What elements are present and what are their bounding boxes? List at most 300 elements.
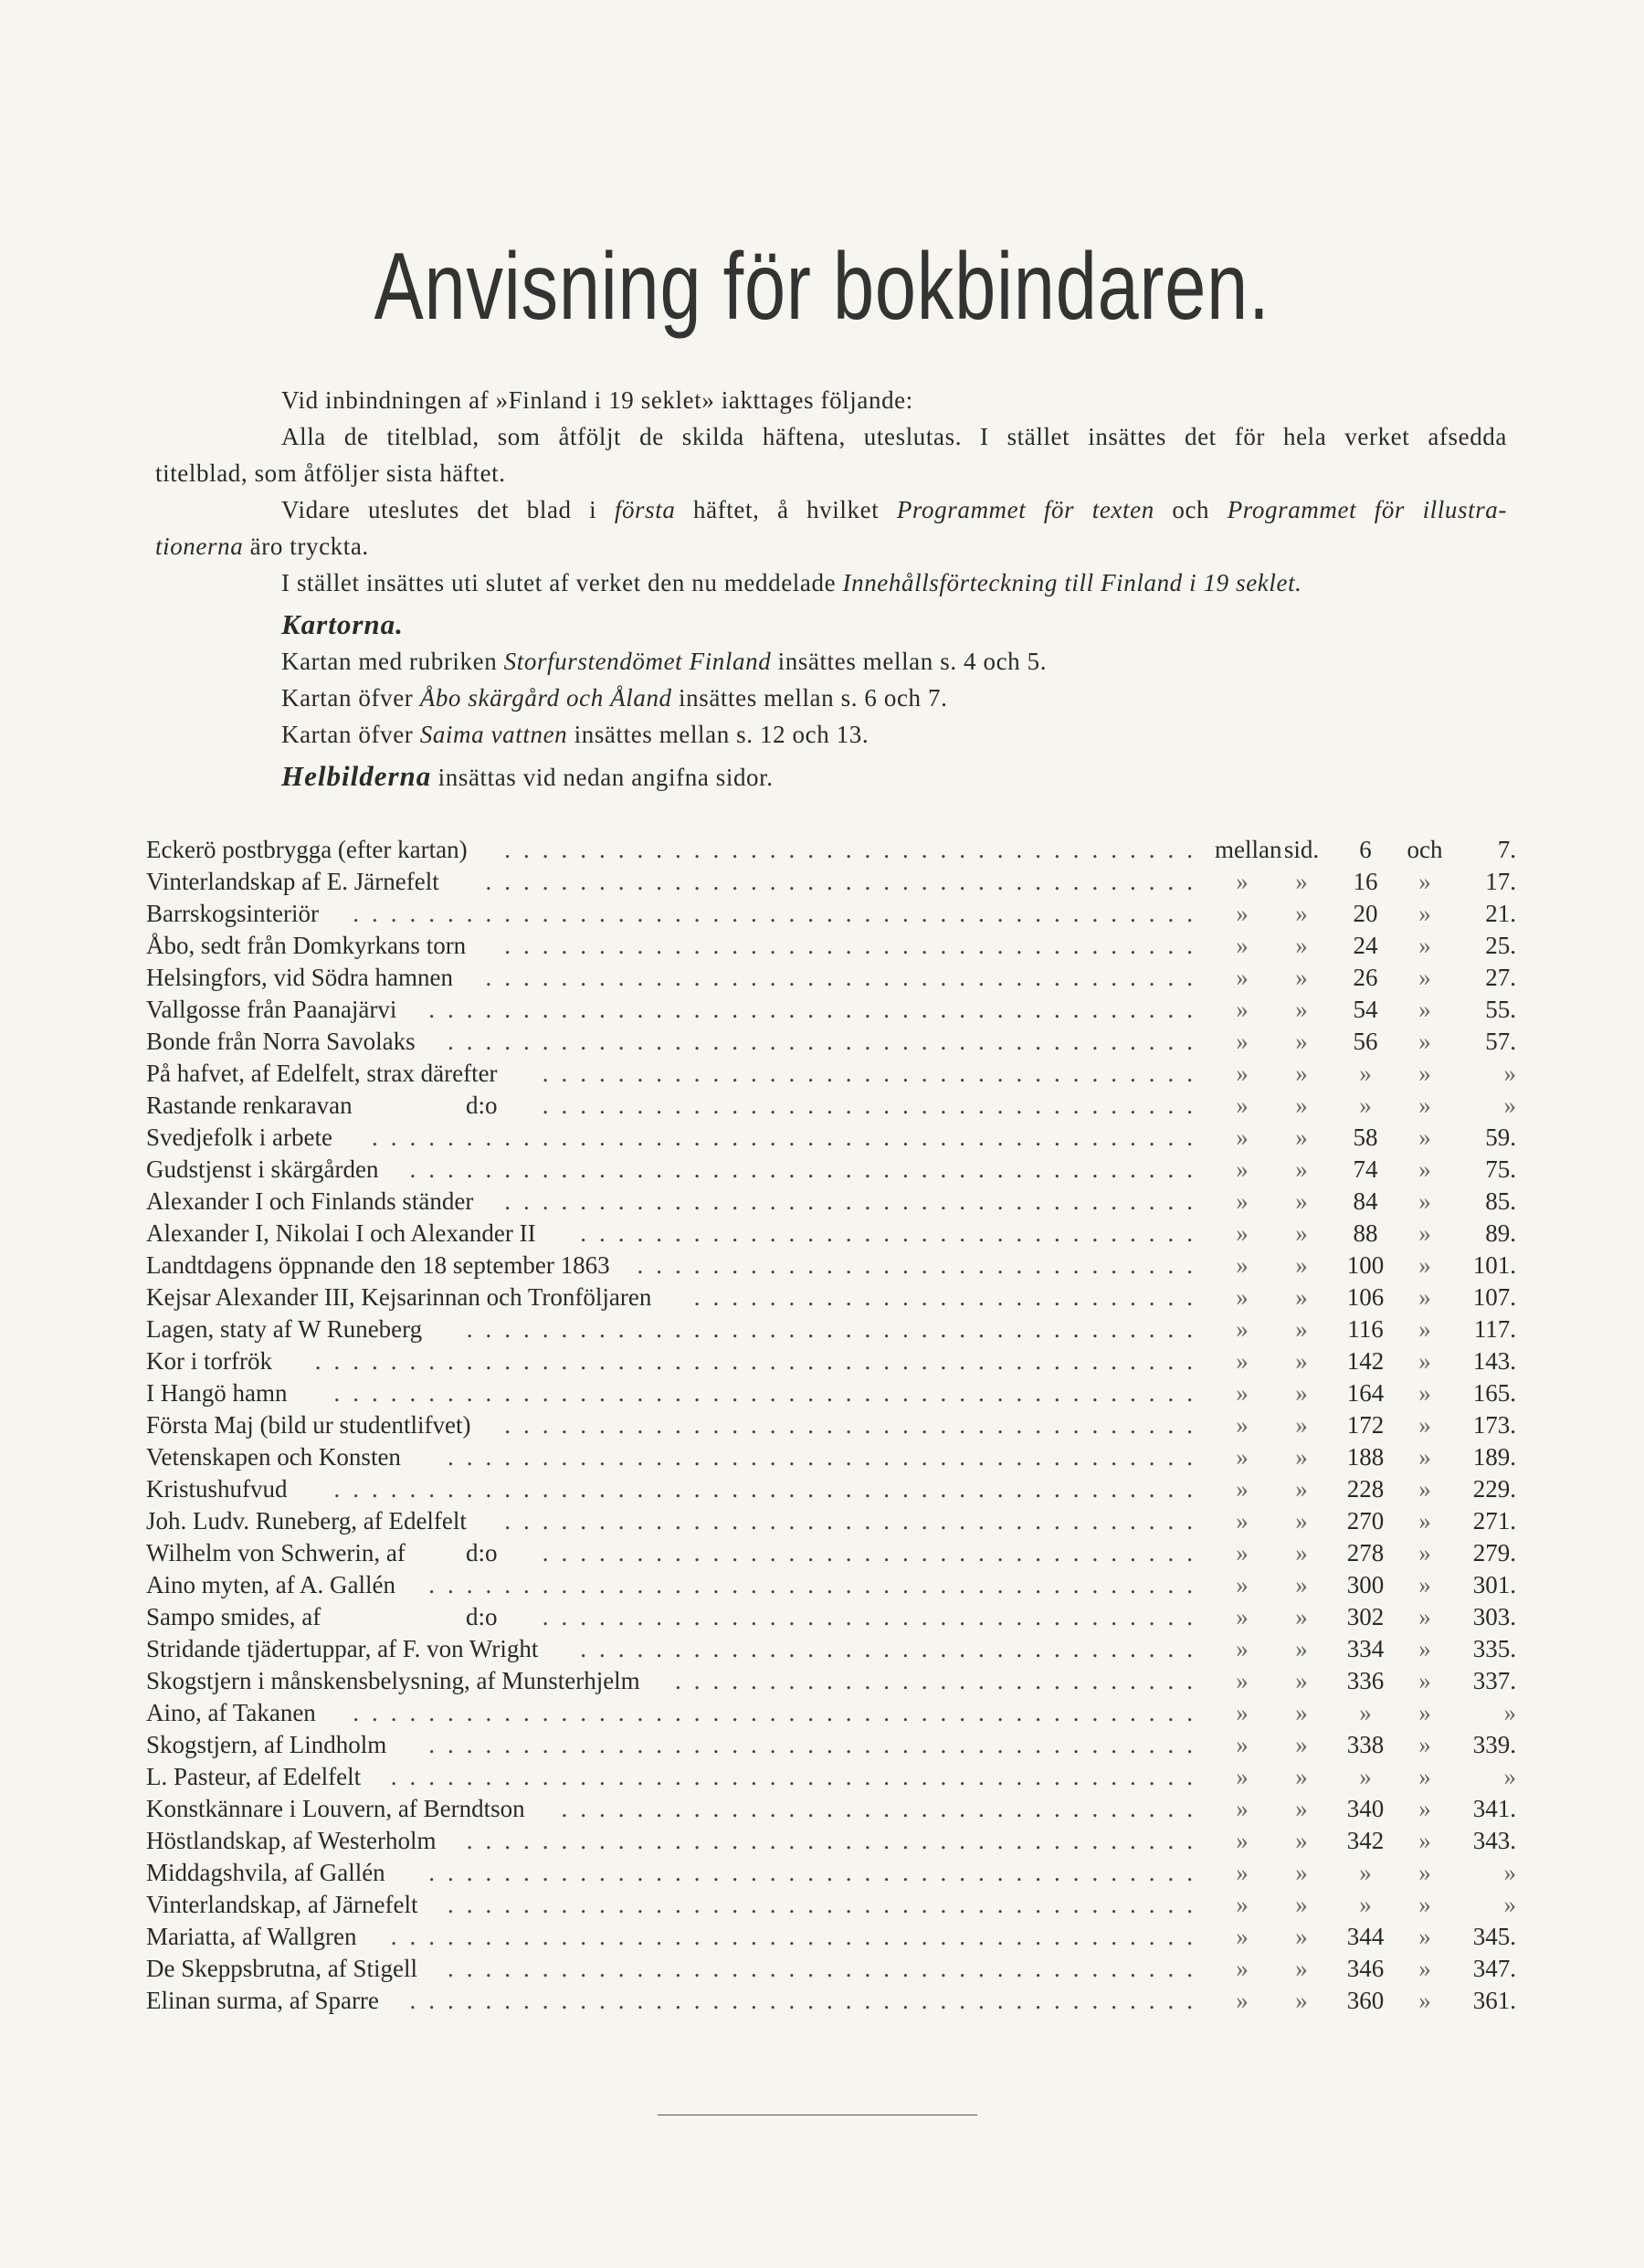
text-fragment: häftet, å hvilket <box>675 496 897 523</box>
list-item <box>146 1633 1516 1665</box>
leader-dots: ......................................... <box>428 1571 1206 1598</box>
list-item <box>146 1218 1516 1250</box>
leader-dots: ........................................... <box>390 1923 1206 1950</box>
plate-page-from: 58 <box>1353 1123 1378 1151</box>
leader-dots: ......................................... <box>428 1859 1206 1886</box>
plate-page-from: 338 <box>1346 1731 1385 1758</box>
text-fragment: Innehållsförteckning till Finland i 19 seklet. <box>842 569 1302 596</box>
plate-label: I Hangö hamn <box>146 1379 288 1407</box>
plate-page-from: 334 <box>1346 1635 1385 1662</box>
leader-dots: ....................................... <box>466 1315 1206 1343</box>
plate-col-4: » <box>1418 868 1431 895</box>
plate-page-from: 164 <box>1346 1379 1385 1407</box>
plate-col-1: » <box>1236 1635 1249 1662</box>
leader-dots: ................................. <box>580 1219 1206 1247</box>
list-item <box>146 1058 1516 1090</box>
helbilderna-line <box>155 758 1507 796</box>
plate-col-1: » <box>1236 1859 1249 1886</box>
text-fragment: insättes mellan s. 12 och 13. <box>567 721 869 748</box>
plate-col-2: » <box>1295 1859 1308 1886</box>
intro-paragraph-2: Alla de titelblad, som åtföljt de skilda häftena, uteslutas. I stället insättes det för hela verket afsedda <box>281 423 1507 450</box>
plate-col-2: » <box>1295 868 1308 895</box>
plate-col-4: » <box>1418 1379 1431 1407</box>
plate-page-to: » <box>1503 1699 1516 1726</box>
plate-label: Höstlandskap, af Westerholm <box>146 1827 437 1854</box>
plate-col-2: » <box>1295 1028 1308 1055</box>
plate-label: Joh. Ludv. Runeberg, af Edelfelt <box>146 1507 467 1535</box>
kartorna-line-2 <box>155 680 1507 716</box>
plate-page-from: 142 <box>1346 1347 1385 1375</box>
plate-page-to: 343. <box>1472 1827 1516 1854</box>
plate-col-2: » <box>1295 1315 1308 1343</box>
plate-col-2: » <box>1295 1731 1308 1758</box>
plate-page-from: 360 <box>1346 1987 1385 2014</box>
plate-label: Skogstjern, af Lindholm <box>146 1731 387 1758</box>
plate-label: Vetenskapen och Konsten <box>146 1443 401 1471</box>
plate-label: På hafvet, af Edelfelt, strax därefter <box>146 1060 498 1087</box>
plate-page-from: » <box>1359 1699 1372 1726</box>
intro-paragraph-1: Vid inbindningen af »Finland i 19 seklet» iakttages följande: <box>281 386 913 414</box>
leader-dots: ........................................ <box>448 1443 1206 1471</box>
leader-dots: .......................................... <box>409 1987 1206 2014</box>
plate-col-2: » <box>1295 964 1308 991</box>
plate-col-4: » <box>1418 1827 1431 1854</box>
plate-col-1: » <box>1236 1923 1249 1950</box>
plate-col-1: » <box>1236 1827 1249 1854</box>
list-item <box>146 1122 1516 1154</box>
leader-dots: ................................... <box>542 1603 1206 1630</box>
list-item <box>146 994 1516 1026</box>
plate-col-1: » <box>1236 1763 1249 1790</box>
plate-col-1: » <box>1236 1060 1249 1087</box>
plate-col-4: » <box>1418 1475 1431 1503</box>
plate-col-4: » <box>1418 1923 1431 1950</box>
plate-col-4: » <box>1418 1443 1431 1471</box>
plate-label: Rastande renkaravan <box>146 1092 353 1119</box>
plate-col-4: » <box>1418 1667 1431 1694</box>
plate-col-4: » <box>1418 1251 1431 1279</box>
plate-page-from: » <box>1359 1859 1372 1886</box>
plate-page-to: 337. <box>1472 1667 1516 1694</box>
plate-col-1: » <box>1236 1219 1249 1247</box>
intro-paragraph-3-cont <box>155 528 1507 564</box>
plate-col-4: » <box>1418 1763 1431 1790</box>
list-item <box>146 1793 1516 1825</box>
leader-dots: ............................ <box>675 1667 1206 1694</box>
plate-page-to: 165. <box>1472 1379 1516 1407</box>
plate-col-4: » <box>1418 1411 1431 1439</box>
plate-page-to: 107. <box>1472 1283 1516 1311</box>
plate-page-from: 56 <box>1353 1028 1378 1055</box>
list-item <box>146 1377 1516 1409</box>
plate-col-1: » <box>1236 1155 1249 1183</box>
list-item <box>146 834 1516 866</box>
plate-col-1: » <box>1236 1379 1249 1407</box>
plate-page-from: 26 <box>1353 964 1378 991</box>
plate-page-from: 346 <box>1346 1955 1385 1982</box>
plate-label: Bonde från Norra Savolaks <box>146 1028 416 1055</box>
plate-col-2: » <box>1295 1603 1308 1630</box>
plate-page-from: 116 <box>1347 1315 1384 1343</box>
plate-col-4: » <box>1418 1060 1431 1087</box>
plate-page-to: 345. <box>1472 1923 1516 1950</box>
intro-section <box>155 382 1507 796</box>
plate-label: Elinan surma, af Sparre <box>146 1987 379 2014</box>
intro-paragraph-4 <box>155 564 1507 601</box>
plate-col-1: » <box>1236 1475 1249 1503</box>
plate-col-2: » <box>1295 1060 1308 1087</box>
plate-page-to: » <box>1503 1859 1516 1886</box>
plate-col-2: » <box>1295 1475 1308 1503</box>
plate-col-1: » <box>1236 1603 1249 1630</box>
list-item <box>146 1345 1516 1377</box>
leader-dots: .............................................. <box>333 1475 1206 1503</box>
kartorna-line-1 <box>155 643 1507 680</box>
list-item <box>146 1761 1516 1793</box>
list-item <box>146 1505 1516 1537</box>
text-fragment: Storfurstendömet Finland <box>503 648 772 675</box>
plate-page-to: 143. <box>1472 1347 1516 1375</box>
leader-dots: ........................................ <box>448 1891 1206 1918</box>
list-item <box>146 1537 1516 1569</box>
plate-label: Alexander I och Finlands ständer <box>146 1187 474 1215</box>
plate-col-2: » <box>1295 1539 1308 1567</box>
plate-col-4: » <box>1418 1315 1431 1343</box>
plate-col-4: » <box>1418 932 1431 959</box>
plate-col-4: » <box>1418 996 1431 1023</box>
list-item <box>146 1665 1516 1697</box>
plate-page-to: 55. <box>1485 996 1516 1023</box>
plate-col-4: » <box>1418 1028 1431 1055</box>
leader-dots: ........................... <box>693 1283 1206 1311</box>
list-item <box>146 962 1516 994</box>
plate-label: Gudstjenst i skärgården <box>146 1155 379 1183</box>
text-fragment: Programmet för illustra- <box>1227 496 1507 523</box>
list-item <box>146 1569 1516 1601</box>
list-item <box>146 1026 1516 1058</box>
plate-col-1: » <box>1236 1539 1249 1567</box>
helbilderna-heading: Helbilderna <box>281 760 432 792</box>
plate-label: Aino, af Takanen <box>146 1699 316 1726</box>
text-fragment: insättes mellan s. 4 och 5. <box>771 648 1048 675</box>
plate-col-1: » <box>1236 964 1249 991</box>
plate-col-4: » <box>1418 1092 1431 1119</box>
plate-page-to: 75. <box>1485 1155 1516 1183</box>
leader-dots: ......................................... <box>428 996 1206 1023</box>
plate-page-from: 300 <box>1346 1571 1385 1598</box>
plate-label: Sampo smides, af <box>146 1603 321 1630</box>
intro-paragraph-3 <box>155 491 1507 528</box>
text-fragment: tionerna <box>155 533 244 560</box>
plate-page-from: 336 <box>1346 1667 1385 1694</box>
plate-page-from: 340 <box>1346 1795 1385 1822</box>
plate-page-to: » <box>1503 1763 1516 1790</box>
plate-label: Kor i torfrök <box>146 1347 272 1375</box>
plate-page-from: 88 <box>1353 1219 1378 1247</box>
plate-page-from: 74 <box>1353 1155 1378 1183</box>
leader-dots: ....................................... <box>466 1827 1206 1854</box>
plate-col-4: » <box>1418 900 1431 927</box>
plate-col-4: » <box>1418 1859 1431 1886</box>
plate-col-4: och <box>1407 836 1443 863</box>
plate-col-2: » <box>1295 1187 1308 1215</box>
plate-col-4: » <box>1418 1635 1431 1662</box>
plate-col-1: » <box>1236 1347 1249 1375</box>
plate-col-1: » <box>1236 1795 1249 1822</box>
text-fragment: Saima vattnen <box>419 721 568 748</box>
plate-page-to: 57. <box>1485 1028 1516 1055</box>
list-item <box>146 1409 1516 1441</box>
leader-dots: ................................... <box>542 1092 1206 1119</box>
plate-col-2: » <box>1295 1987 1308 2014</box>
plate-label: Vinterlandskap af E. Järnefelt <box>146 868 439 895</box>
list-item <box>146 866 1516 898</box>
plate-col-4: » <box>1418 964 1431 991</box>
list-item <box>146 1473 1516 1505</box>
plate-col-1: » <box>1236 1283 1249 1311</box>
plate-col-4: » <box>1418 1347 1431 1375</box>
plate-page-to: 335. <box>1472 1635 1516 1662</box>
plate-list <box>146 834 1516 2017</box>
plate-col-1: » <box>1236 1731 1249 1758</box>
page-title: Anvisning för bokbindaren. <box>374 234 1270 340</box>
list-item <box>146 898 1516 930</box>
plate-page-from: 24 <box>1353 932 1378 959</box>
plate-page-from: 100 <box>1346 1251 1385 1279</box>
plate-col-2: » <box>1295 1667 1308 1694</box>
plate-page-to: 229. <box>1472 1475 1516 1503</box>
plate-col-2: » <box>1295 1347 1308 1375</box>
leader-dots: .............................................. <box>333 1379 1206 1407</box>
list-item <box>146 1729 1516 1761</box>
plate-col-4: » <box>1418 1699 1431 1726</box>
plate-col-1: » <box>1236 1699 1249 1726</box>
list-item <box>146 1857 1516 1889</box>
plate-page-to: 85. <box>1485 1187 1516 1215</box>
leader-dots: ..................................... <box>504 836 1206 863</box>
plate-page-to: 347. <box>1472 1955 1516 1982</box>
plate-col-4: » <box>1418 1539 1431 1567</box>
plate-col-2: » <box>1295 1283 1308 1311</box>
plate-col-4: » <box>1418 1283 1431 1311</box>
plate-col-1: » <box>1236 1251 1249 1279</box>
plate-col-2: » <box>1295 1699 1308 1726</box>
list-item <box>146 1601 1516 1633</box>
leader-dots: ...................................... <box>485 868 1206 895</box>
plate-label: Skogstjern i månskensbelysning, af Munsterhjelm <box>146 1667 640 1694</box>
plate-col-1: » <box>1236 1443 1249 1471</box>
plate-label: Kristushufvud <box>146 1475 288 1503</box>
plate-col-1: » <box>1236 1411 1249 1439</box>
plate-col-1: » <box>1236 996 1249 1023</box>
leader-dots: ............................................... <box>314 1347 1206 1375</box>
plate-page-from: 20 <box>1353 900 1378 927</box>
leader-dots: ...................................... <box>485 964 1206 991</box>
list-item <box>146 1282 1516 1313</box>
plate-col-2: » <box>1295 1763 1308 1790</box>
plate-col-4: » <box>1418 1507 1431 1535</box>
text-fragment: Programmet för texten <box>896 496 1154 523</box>
plate-col-2: » <box>1295 1827 1308 1854</box>
plate-page-from: 106 <box>1346 1283 1385 1311</box>
plate-col-2: » <box>1295 1571 1308 1598</box>
list-item <box>146 1985 1516 2017</box>
plate-label: Landtdagens öppnande den 18 september 1863 <box>146 1251 610 1279</box>
leader-dots: ......................................... <box>428 1731 1206 1758</box>
plate-label: L. Pasteur, af Edelfelt <box>146 1763 362 1790</box>
plate-page-to: 27. <box>1485 964 1516 991</box>
plate-label-ditto: d:o <box>466 1092 498 1119</box>
plate-page-to: » <box>1503 1891 1516 1918</box>
plate-col-1: » <box>1236 900 1249 927</box>
plate-page-from: 188 <box>1346 1443 1385 1471</box>
text-fragment: Kartan med rubriken <box>281 648 504 675</box>
list-item <box>146 1313 1516 1345</box>
plate-page-from: » <box>1359 1060 1372 1087</box>
plate-col-4: » <box>1418 1987 1431 2014</box>
list-item <box>146 1154 1516 1186</box>
plate-page-from: 228 <box>1346 1475 1385 1503</box>
plate-col-4: » <box>1418 1219 1431 1247</box>
plate-col-1: » <box>1236 1987 1249 2014</box>
plate-col-4: » <box>1418 1603 1431 1630</box>
text-fragment: Åbo skärgård och Åland <box>419 684 672 712</box>
plate-col-2: » <box>1295 996 1308 1023</box>
plate-col-1: » <box>1236 1092 1249 1119</box>
plate-col-2: » <box>1295 1955 1308 1982</box>
plate-page-to: 271. <box>1472 1507 1516 1535</box>
plate-col-4: » <box>1418 1571 1431 1598</box>
list-item <box>146 930 1516 962</box>
plate-page-to: 301. <box>1472 1571 1516 1598</box>
plate-page-from: 342 <box>1346 1827 1385 1854</box>
plate-page-to: 101. <box>1472 1251 1516 1279</box>
list-item <box>146 1921 1516 1953</box>
plate-col-4: » <box>1418 1123 1431 1151</box>
plate-page-from: 270 <box>1346 1507 1385 1535</box>
plate-col-1: » <box>1236 868 1249 895</box>
text-fragment: Kartan öfver <box>281 721 420 748</box>
leader-dots: ........................................... <box>390 1763 1206 1790</box>
plate-page-to: » <box>1503 1092 1516 1119</box>
plate-label: Helsingfors, vid Södra hamnen <box>146 964 453 991</box>
plate-col-2: » <box>1295 1923 1308 1950</box>
leader-dots: .............................. <box>637 1251 1206 1279</box>
plate-label: Middagshvila, af Gallén <box>146 1859 385 1886</box>
plate-label: De Skeppsbrutna, af Stigell <box>146 1955 417 1982</box>
text-fragment: I stället insättes uti slutet af verket den nu meddelade <box>281 569 843 596</box>
leader-dots: ..................................... <box>504 1187 1206 1215</box>
plate-page-to: 21. <box>1485 900 1516 927</box>
plate-col-4: » <box>1418 1891 1431 1918</box>
plate-label: Aino myten, af A. Gallén <box>146 1571 395 1598</box>
plate-label: Kejsar Alexander III, Kejsarinnan och Tronföljaren <box>146 1283 652 1311</box>
text-fragment: äro tryckta. <box>243 533 369 560</box>
plate-col-2: » <box>1295 1251 1308 1279</box>
plate-col-1: » <box>1236 1123 1249 1151</box>
plate-label: Svedjefolk i arbete <box>146 1123 332 1151</box>
plate-col-4: » <box>1418 1731 1431 1758</box>
plate-label: Vallgosse från Paanajärvi <box>146 996 397 1023</box>
plate-col-2: » <box>1295 1411 1308 1439</box>
leader-dots: ................................... <box>542 1060 1206 1087</box>
plate-col-2: » <box>1295 1092 1308 1119</box>
plate-label: Alexander I, Nikolai I och Alexander II <box>146 1219 536 1247</box>
plate-page-to: 25. <box>1485 932 1516 959</box>
plate-col-1: » <box>1236 1507 1249 1535</box>
plate-col-4: » <box>1418 1155 1431 1183</box>
plate-page-to: 303. <box>1472 1603 1516 1630</box>
plate-col-1: » <box>1236 1315 1249 1343</box>
leader-dots: .................................. <box>561 1795 1206 1822</box>
list-item <box>146 1186 1516 1218</box>
plate-page-from: 172 <box>1346 1411 1385 1439</box>
list-item <box>146 1250 1516 1282</box>
plate-label: Wilhelm von Schwerin, af <box>146 1539 406 1567</box>
plate-page-to: 189. <box>1472 1443 1516 1471</box>
plate-page-to: 361. <box>1472 1987 1516 2014</box>
plate-label: Eckerö postbrygga (efter kartan) <box>146 836 468 863</box>
plate-page-from: 344 <box>1346 1923 1385 1950</box>
plate-page-from: » <box>1359 1891 1372 1918</box>
plate-label: Lagen, staty af W Runeberg <box>146 1315 423 1343</box>
plate-label: Konstkännare i Louvern, af Berndtson <box>146 1795 525 1822</box>
plate-col-2: » <box>1295 900 1308 927</box>
plate-col-2: » <box>1295 1635 1308 1662</box>
leader-dots: ............................................. <box>353 1699 1206 1726</box>
plate-page-to: » <box>1503 1060 1516 1087</box>
plate-col-4: » <box>1418 1187 1431 1215</box>
plate-page-to: 173. <box>1472 1411 1516 1439</box>
leader-dots: ..................................... <box>504 932 1206 959</box>
plate-page-to: 59. <box>1485 1123 1516 1151</box>
plate-col-2: » <box>1295 1123 1308 1151</box>
plate-page-from: 16 <box>1353 868 1378 895</box>
plate-page-to: 279. <box>1472 1539 1516 1567</box>
leader-dots: ............................................. <box>353 900 1206 927</box>
plate-col-1: mellan <box>1215 836 1282 863</box>
plate-col-1: » <box>1236 1187 1249 1215</box>
plate-col-1: » <box>1236 1891 1249 1918</box>
plate-page-to: 117. <box>1473 1315 1516 1343</box>
plate-page-to: 7. <box>1497 836 1516 863</box>
plate-col-4: » <box>1418 1955 1431 1982</box>
plate-page-to: 89. <box>1485 1219 1516 1247</box>
list-item <box>146 1953 1516 1985</box>
plate-page-from: 6 <box>1359 836 1372 863</box>
plate-page-from: » <box>1359 1763 1372 1790</box>
plate-col-1: » <box>1236 932 1249 959</box>
plate-label: Första Maj (bild ur studentlifvet) <box>146 1411 471 1439</box>
list-item <box>146 1889 1516 1921</box>
plate-page-from: 54 <box>1353 996 1378 1023</box>
plate-page-from: 84 <box>1353 1187 1378 1215</box>
plate-label: Stridande tjädertuppar, af F. von Wright <box>146 1635 539 1662</box>
text-fragment: insättas vid nedan angifna sidor. <box>431 764 774 791</box>
plate-label: Mariatta, af Wallgren <box>146 1923 357 1950</box>
list-item <box>146 1090 1516 1122</box>
leader-dots: ................................. <box>580 1635 1206 1662</box>
plate-col-4: » <box>1418 1795 1431 1822</box>
plate-col-2: » <box>1295 932 1308 959</box>
plate-label: Åbo, sedt från Domkyrkans torn <box>146 932 467 959</box>
leader-dots: ........................................ <box>448 1955 1206 1982</box>
plate-label: Barrskogsinteriör <box>146 900 319 927</box>
text-fragment: insättes mellan s. 6 och 7. <box>671 684 948 712</box>
list-item <box>146 1697 1516 1729</box>
list-item <box>146 1441 1516 1473</box>
plate-col-2: » <box>1295 1891 1308 1918</box>
